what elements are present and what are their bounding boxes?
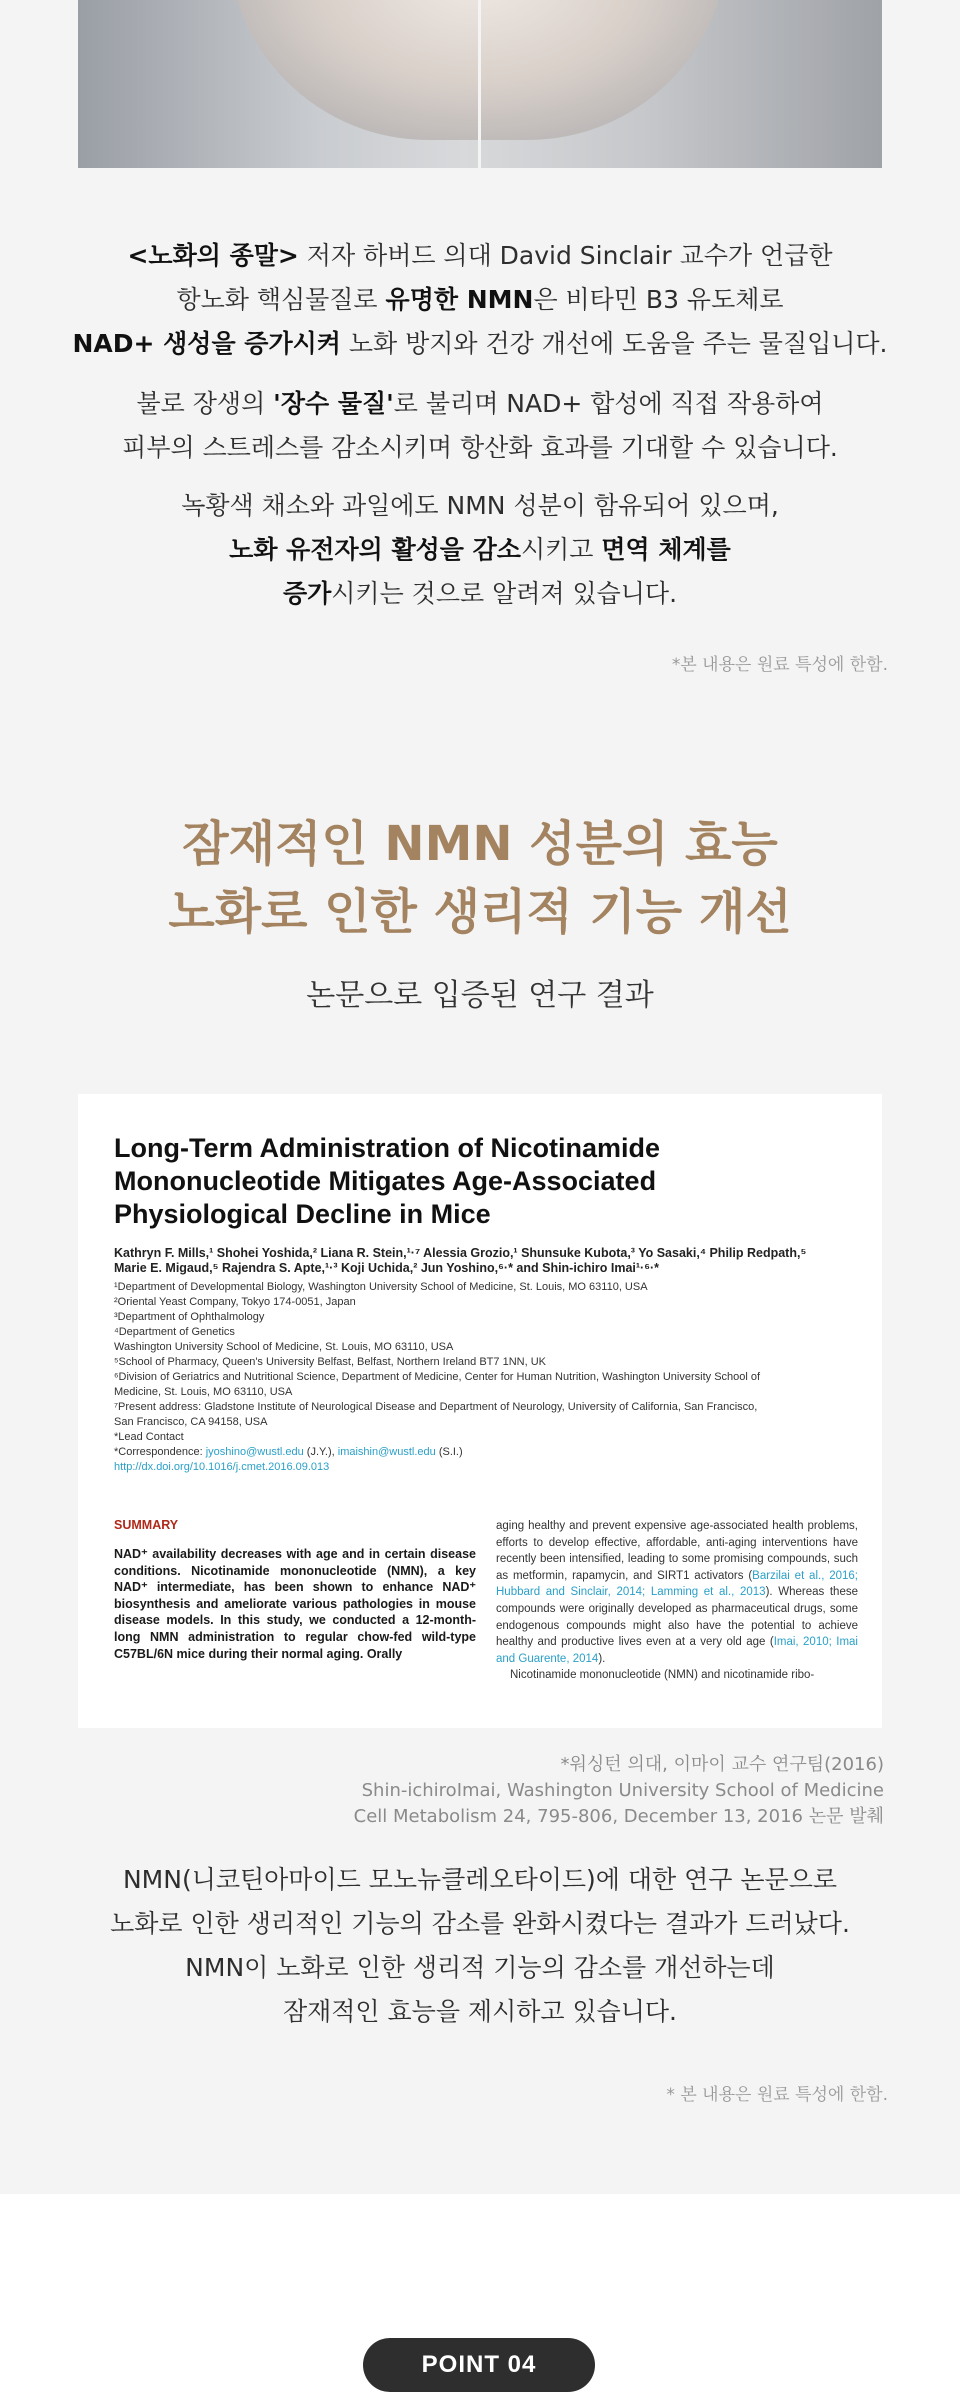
summary-text: NAD⁺ availability decreases with age and in certain disease conditions. Nicotinamide mononucleotide (NMN), a key NAD⁺ intermediate, has been shown to enhance NAD⁺ biosynthesis and ameliorate various pathologies in mouse disease models. In this study, we conducted a 12-month-long NMN administration to regular chow-fed wild-type C57BL/6N mice during their normal aging. Orally [114, 1547, 476, 1661]
affiliation: ⁶Division of Geriatrics and Nutritional Science, Department of Medicine, Center for Human Nutrition, Washington University School of [114, 1371, 761, 1383]
point-label: POINT 04 [421, 2351, 537, 2378]
source-line-1: *워싱턴 의대, 이마이 교수 연구팀(2016) [560, 1754, 884, 1775]
intro-disclaimer: *본 내용은 원료 특성에 한함. [671, 655, 888, 675]
affiliation: ⁷Present address: Gladstone Institute of Neurological Disease and Department of Neurology, University of California, San Francisco, [114, 1401, 758, 1413]
section-title-line-2: 노화로 인한 생리적 기능 개선 [168, 884, 792, 940]
paper-title-line-3: Physiological Decline in Mice [114, 1199, 491, 1229]
intro-paragraph-1 [0, 234, 960, 366]
research-paper-excerpt [78, 1094, 882, 1728]
authors-line-2: Marie E. Migaud,⁵ Rajendra S. Apte,¹·³ Koji Uchida,² Jun Yoshino,⁶·* and Shin-ichiro Imai¹·⁶·* [114, 1261, 659, 1275]
source-line-2: Shin-ichiroImai, Washington University School of Medicine [361, 1780, 884, 1801]
paper-source-citation [354, 1752, 884, 1830]
findings-line-3: NMN이 노화로 인한 생리적 기능의 감소를 개선하는데 [185, 1953, 775, 1982]
affiliation: *Lead Contact [114, 1431, 184, 1443]
body-text: Nicotinamide mononucleotide (NMN) and nicotinamide ribo- [510, 1669, 815, 1682]
before-after-divider [478, 0, 481, 168]
body-text: 노화 방지와 건강 개선에 도움을 주는 물질입니다. [340, 329, 888, 358]
emphasis-text: 노화 유전자의 활성을 감소 [229, 535, 521, 564]
summary-heading: SUMMARY [114, 1518, 179, 1532]
body-text: 불로 장생의 [136, 389, 274, 418]
affiliation: ⁵School of Pharmacy, Queen's University Belfast, Belfast, Northern Ireland BT7 1NN, UK [114, 1356, 546, 1368]
section-subtitle: 논문으로 입증된 연구 결과 [306, 978, 654, 1013]
affiliation: ⁴Department of Genetics [114, 1326, 235, 1338]
body-text: 은 비타민 B3 유도체로 [533, 285, 784, 314]
correspondence-label: *Correspondence: [114, 1446, 206, 1458]
intro-paragraph-3 [0, 484, 960, 616]
affiliation: Washington University School of Medicine, St. Louis, MO 63110, USA [114, 1341, 454, 1353]
body-text: 저자 하버드 의대 David Sinclair 교수가 언급한 [298, 241, 833, 270]
email-suffix-1: (J.Y.), [303, 1446, 338, 1458]
findings-line-4: 잠재적인 효능을 제시하고 있습니다. [282, 1997, 678, 2026]
point-badge [363, 2338, 595, 2392]
emphasis-text: 면역 체계를 [601, 535, 731, 564]
doi-link[interactable]: http://dx.doi.org/10.1016/j.cmet.2016.09.013 [114, 1461, 330, 1473]
emphasis-text: '장수 물질' [273, 389, 394, 418]
intro-paragraph-2 [0, 382, 960, 470]
affiliation: San Francisco, CA 94158, USA [114, 1416, 268, 1428]
paper-body-column [496, 1518, 858, 1684]
body-text: ). Whereas these compounds were originally developed as pharmaceutical drugs, some endogenous compounds might also have the potential to achieve healthy and productive lives even at a very old age ( [496, 1586, 858, 1649]
paper-authors [114, 1246, 854, 1276]
paper-title-line-1: Long-Term Administration of Nicotinamide [114, 1133, 660, 1163]
findings-line-2: 노화로 인한 생리적인 기능의 감소를 완화시켰다는 결과가 드러났다. [110, 1909, 850, 1938]
emphasis-text: 유명한 NMN [385, 285, 534, 314]
citation-link[interactable]: Barzilai et al., 2016; Hubbard and Sinclair, 2014; Lamming et al., 2013 [496, 1569, 858, 1599]
source-line-3: Cell Metabolism 24, 795-806, December 13, 2016 논문 발췌 [353, 1806, 884, 1827]
findings-disclaimer: * 본 내용은 원료 특성에 한함. [666, 2085, 888, 2105]
findings-paragraph [0, 1858, 960, 2034]
section-title-line-1: 잠재적인 NMN 성분의 효능 [182, 816, 778, 872]
paper-affiliations [114, 1280, 844, 1475]
email-link-2[interactable]: imaishin@wustl.edu [337, 1446, 436, 1458]
body-text: ). [598, 1652, 606, 1665]
affiliation: ¹Department of Developmental Biology, Washington University School of Medicine, St. Louis, MO 63110, USA [114, 1281, 648, 1293]
body-text: 시키고 [520, 535, 602, 564]
paper-title [114, 1132, 814, 1231]
citation-link[interactable]: Imai, 2010; Imai and Guarente, 2014 [496, 1636, 858, 1665]
body-text: 피부의 스트레스를 감소시키며 항산화 효과를 기대할 수 있습니다. [122, 433, 838, 462]
body-text: 항노화 핵심물질로 [176, 285, 386, 314]
emphasis-text: NAD+ 생성을 증가시켜 [72, 329, 341, 358]
affiliation: ³Department of Ophthalmology [114, 1311, 265, 1323]
authors-line-1: Kathryn F. Mills,¹ Shohei Yoshida,² Liana R. Stein,¹·⁷ Alessia Grozio,¹ Shunsuke Kubota,³ Yo Sasaki,⁴ Philip Redpath,⁵ [114, 1246, 807, 1260]
hero-neck-photo [78, 0, 882, 168]
email-link-1[interactable]: jyoshino@wustl.edu [205, 1446, 304, 1458]
findings-line-1: NMN(니코틴아마이드 모노뉴클레오타이드)에 대한 연구 논문으로 [122, 1865, 838, 1894]
body-text: 녹황색 채소와 과일에도 NMN 성분이 함유되어 있으며, [181, 491, 779, 520]
affiliation: Medicine, St. Louis, MO 63110, USA [114, 1386, 293, 1398]
correspondence-line [114, 1445, 844, 1460]
paper-title-line-2: Mononucleotide Mitigates Age-Associated [114, 1166, 657, 1196]
emphasis-text: 증가 [282, 579, 332, 608]
emphasis-text: <노화의 종말> [127, 241, 299, 270]
body-text: 로 불리며 NAD+ 합성에 직접 작용하여 [393, 389, 824, 418]
email-suffix-2: (S.I.) [435, 1446, 463, 1458]
affiliation: ²Oriental Yeast Company, Tokyo 174-0051, Japan [114, 1296, 356, 1308]
body-text: aging healthy and prevent expensive age-associated health problems, efforts to develop effective, affordable, anti-aging interventions have recently been intensified, leading to some promising compounds, such as metformin, rapamycin, and SIRT1 activators ( [496, 1520, 858, 1582]
body-text: 시키는 것으로 알려져 있습니다. [331, 579, 678, 608]
